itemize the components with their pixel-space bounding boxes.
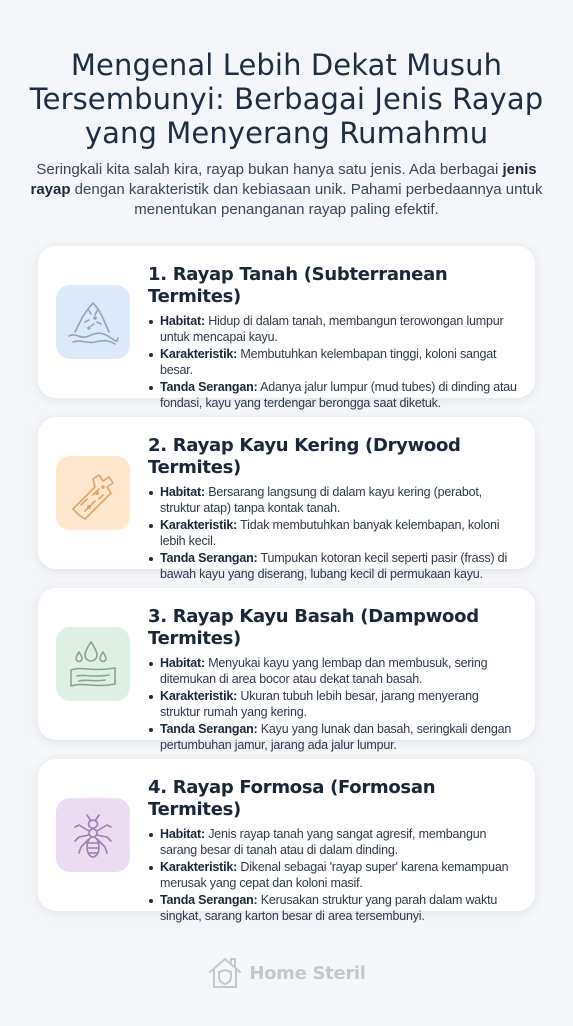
termite-card-dampwood xyxy=(38,588,535,752)
point-label: Karakteristik: xyxy=(160,347,238,361)
point-label: Karakteristik: xyxy=(160,689,238,703)
point-text: Ukuran tubuh lebih besar, jarang menyerang struktur rumah yang kering. xyxy=(160,689,479,719)
point-habitat xyxy=(148,827,519,858)
point-text: Tumpukan kotoran kecil seperti pasir (frass) di bawah kayu yang diserang, lubang kecil di permukaan kayu. xyxy=(160,551,508,581)
point-text: Kerusakan struktur yang parah dalam waktu singkat, sarang karton besar di area tersembunyi. xyxy=(160,893,498,923)
termite-insect-icon xyxy=(65,807,121,863)
point-attack-signs xyxy=(148,551,519,582)
intro-keyword: jenis rayap xyxy=(30,161,537,198)
point-text: Hidup di dalam tanah, membangun terowongan lumpur untuk mencapai kayu. xyxy=(160,314,504,344)
points-list xyxy=(148,827,519,924)
point-text: Dikenal sebagai 'rayap super' karena kemampuan merusak yang cepat dan koloni masif. xyxy=(160,860,509,890)
point-characteristics xyxy=(148,518,519,549)
point-text: Tidak membutuhkan banyak kelembapan, koloni lebih kecil. xyxy=(160,518,500,548)
brand-logo xyxy=(0,956,573,990)
point-text: Membutuhkan kelembapan tinggi, koloni sangat besar. xyxy=(160,347,497,377)
card-body-dampwood xyxy=(148,606,519,755)
point-habitat xyxy=(148,314,519,345)
point-label: Tanda Serangan: xyxy=(160,551,258,565)
icon-box-subterranean xyxy=(56,285,130,359)
point-label: Tanda Serangan: xyxy=(160,893,258,907)
point-label: Karakteristik: xyxy=(160,860,238,874)
card-body-formosan xyxy=(148,777,519,926)
point-label: Habitat: xyxy=(160,827,205,841)
point-label: Habitat: xyxy=(160,485,205,499)
icon-box-formosan xyxy=(56,798,130,872)
card-title: 2. Rayap Kayu Kering (Drywood Termites) xyxy=(148,435,461,478)
brand-name: Home Steril xyxy=(249,962,366,984)
wood-log-icon xyxy=(65,465,121,521)
point-attack-signs xyxy=(148,722,519,753)
icon-box-drywood xyxy=(56,456,130,530)
intro-text-start: Seringkali kita salah kira, rayap bukan hanya satu jenis. Ada berbagai xyxy=(36,161,503,178)
point-attack-signs xyxy=(148,380,519,411)
point-label: Habitat: xyxy=(160,656,205,670)
point-text: Kayu yang lunak dan basah, seringkali dengan pertumbuhan jamur, jarang ada jalur lumpur. xyxy=(160,722,512,752)
points-list xyxy=(148,485,519,582)
card-body-drywood xyxy=(148,435,519,584)
card-title: 4. Rayap Formosa (Formosan Termites) xyxy=(148,777,436,820)
termite-card-drywood xyxy=(38,417,535,581)
point-characteristics xyxy=(148,689,519,720)
card-body-subterranean xyxy=(148,264,519,413)
point-habitat xyxy=(148,485,519,516)
point-text: Jenis rayap tanah yang sangat agresif, membangun sarang besar di tanah atau di dalam dinding. xyxy=(160,827,487,857)
page-title: Mengenal Lebih Dekat Musuh Tersembunyi: Berbagai Jenis Rayap yang Menyerang Rumahmu xyxy=(29,48,544,150)
card-title: 1. Rayap Tanah (Subterranean Termites) xyxy=(148,264,448,307)
point-label: Tanda Serangan: xyxy=(160,380,258,394)
point-habitat xyxy=(148,656,519,687)
termite-mound-icon xyxy=(65,294,121,350)
termite-card-subterranean xyxy=(38,246,535,410)
point-attack-signs xyxy=(148,893,519,924)
house-shield-icon xyxy=(207,956,243,990)
point-characteristics xyxy=(148,347,519,378)
intro-text-end: dengan karakteristik dan kebiasaan unik. Pahami perbedaannya untuk menentukan penanganan rayap paling efektif. xyxy=(70,181,543,218)
point-text: Bersarang langsung di dalam kayu kering (perabot, struktur atap) tanpa kontak tanah. xyxy=(160,485,482,515)
points-list xyxy=(148,656,519,753)
water-drop-wood-icon xyxy=(65,636,121,692)
card-title: 3. Rayap Kayu Basah (Dampwood Termites) xyxy=(148,606,479,649)
intro-text xyxy=(26,160,547,220)
point-characteristics xyxy=(148,860,519,891)
point-label: Karakteristik: xyxy=(160,518,238,532)
point-label: Habitat: xyxy=(160,314,205,328)
icon-box-dampwood xyxy=(56,627,130,701)
points-list xyxy=(148,314,519,411)
point-label: Tanda Serangan: xyxy=(160,722,258,736)
point-text: Menyukai kayu yang lembap dan membusuk, sering ditemukan di area bocor atau dekat tanah basah. xyxy=(160,656,488,686)
point-text: Adanya jalur lumpur (mud tubes) di dinding atau fondasi, kayu yang terdengar berongga saat diketuk. xyxy=(160,380,517,410)
termite-card-formosan xyxy=(38,759,535,923)
